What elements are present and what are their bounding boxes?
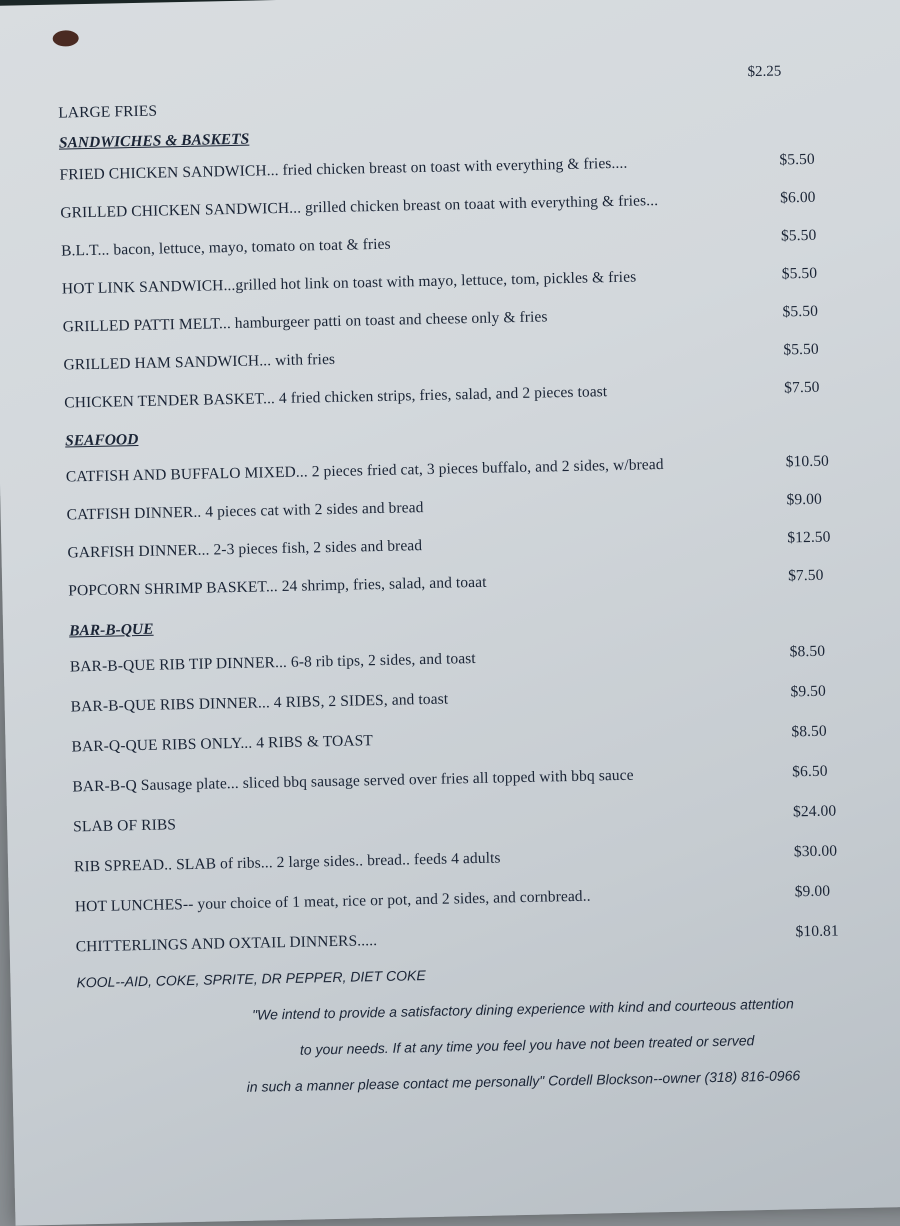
menu-item: [62, 264, 862, 299]
item-name: SLAB OF RIBS: [73, 816, 177, 836]
menu-item: [73, 802, 873, 837]
item-name: POPCORN SHRIMP BASKET... 24 shrimp, fries, salad, and toaat: [68, 573, 487, 600]
item-name: HOT LINK SANDWICH...grilled hot link on toast with mayo, lettuce, tom, pickles & fries: [61, 268, 637, 298]
item-price: $5.50: [782, 302, 819, 321]
item-name: GRILLED HAM SANDWICH... with fries: [63, 350, 336, 374]
item-price: $7.50: [787, 566, 824, 585]
item-name: B.L.T... bacon, lettuce, mayo, tomato on toat & fries: [60, 235, 391, 260]
binder-hole: [53, 30, 79, 47]
menu-item: [71, 722, 871, 757]
statement-line: to your needs. If at any time you feel you have not been treated or served: [299, 1032, 755, 1058]
menu-item: [76, 922, 876, 957]
item-name: GARFISH DINNER... 2-3 pieces fish, 2 sides and bread: [67, 537, 423, 562]
menu-content: [58, 63, 879, 1099]
menu-item: [59, 150, 859, 185]
menu-item: [71, 682, 871, 717]
item-name: HOT LUNCHES-- your choice of 1 meat, rice or pot, and 2 sides, and cornbread..: [74, 887, 591, 916]
large-fries-item: [58, 88, 858, 123]
item-price: $9.50: [790, 682, 827, 701]
item-price: $30.00: [793, 842, 838, 861]
menu-item: [63, 340, 863, 375]
menu-item: [61, 226, 861, 261]
large-fries-price: $2.25: [747, 63, 782, 81]
item-name: CHICKEN TENDER BASKET... 4 fried chicken strips, fries, salad, and 2 pieces toast: [64, 383, 608, 412]
menu-item: [70, 642, 870, 677]
menu-item: [64, 378, 864, 413]
item-price: $7.50: [783, 378, 820, 397]
item-price: $5.50: [783, 340, 819, 359]
item-price: $12.50: [787, 528, 831, 547]
item-price: $8.50: [791, 722, 827, 741]
statement-line: "We intend to provide a satisfactory dining experience with kind and courteous attention: [252, 995, 794, 1023]
item-name: GRILLED CHICKEN SANDWICH... grilled chicken breast on toaat with everything & fries...: [60, 192, 659, 222]
item-price: $9.00: [786, 490, 823, 509]
menu-item: [67, 528, 867, 563]
item-name: GRILLED PATTI MELT... hamburgeer patti on toast and cheese only & fries: [62, 308, 548, 336]
item-name: BAR-B-QUE RIBS DINNER... 4 RIBS, 2 SIDES, and toast: [70, 690, 449, 716]
item-name: CATFISH DINNER.. 4 pieces cat with 2 sides and bread: [66, 499, 424, 524]
menu-item: [68, 566, 868, 601]
item-price: $6.50: [792, 762, 828, 781]
section-heading-seafood: SEAFOOD: [64, 430, 139, 450]
item-price: $6.00: [780, 188, 816, 207]
item-price: $5.50: [781, 264, 818, 283]
section-heading-sandwiches: SANDWICHES & BASKETS: [58, 130, 250, 152]
item-name: BAR-B-Q Sausage plate... sliced bbq sausage served over fries all topped with bbq sauce: [72, 766, 634, 796]
item-price: $5.50: [779, 150, 815, 169]
item-name: CHITTERLINGS AND OXTAIL DINNERS.....: [75, 932, 378, 956]
menu-item: [63, 302, 863, 337]
item-name: CATFISH AND BUFFALO MIXED... 2 pieces fried cat, 3 pieces buffalo, and 2 sides, w/bread: [65, 455, 664, 486]
menu-item: [72, 762, 872, 797]
item-name: BAR-Q-QUE RIBS ONLY... 4 RIBS & TOAST: [71, 732, 374, 756]
item-name: BAR-B-QUE RIB TIP DINNER... 6-8 rib tips, 2 sides, and toast: [69, 649, 476, 676]
item-price: $10.50: [785, 452, 830, 471]
item-price: $24.00: [792, 802, 837, 821]
drinks-list: KOOL--AID, COKE, SPRITE, DR PEPPER, DIET COKE: [76, 967, 426, 991]
item-price: $9.00: [794, 882, 831, 901]
menu-item: [75, 882, 875, 917]
item-name: FRIED CHICKEN SANDWICH... fried chicken breast on toast with everything & fries....: [59, 154, 628, 184]
item-price: $10.81: [795, 922, 839, 941]
menu-item: [66, 490, 866, 525]
menu-item: [60, 188, 860, 223]
item-name: LARGE FRIES: [58, 102, 158, 122]
menu-item: [74, 842, 874, 877]
section-heading-barbque: BAR-B-QUE: [68, 620, 154, 640]
statement-line: in such a manner please contact me personally" Cordell Blockson--owner (318) 816-0966: [246, 1067, 801, 1095]
menu-item: [66, 452, 866, 487]
item-name: RIB SPREAD.. SLAB of ribs... 2 large sides.. bread.. feeds 4 adults: [73, 849, 501, 876]
item-price: $5.50: [780, 226, 817, 245]
item-price: $8.50: [789, 642, 826, 661]
